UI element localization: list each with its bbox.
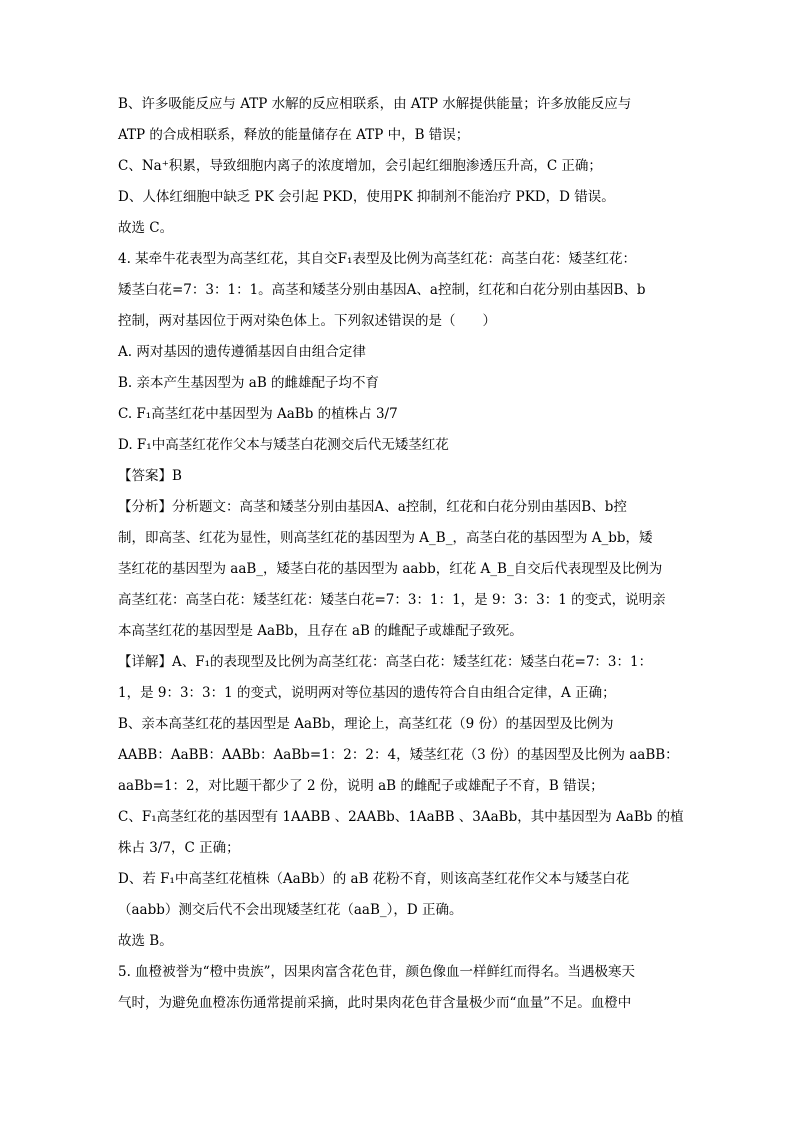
line-text: A. 两对基因的遗传遵循基因自由组合定律 [118, 344, 366, 360]
line-text: 【分析】分析题文：高茎和矮茎分别由基因A、a控制，红花和白花分别由基因B、b控 [118, 499, 627, 515]
detail-line [118, 685, 678, 716]
detail-line [118, 902, 678, 933]
detail-line [118, 840, 678, 871]
line-text: B、许多吸能反应与 ATP 水解的反应相联系，由 ATP 水解提供能量；许多放能反应与 [118, 96, 632, 112]
analysis-line [118, 623, 678, 654]
line-text: 故选 C。 [118, 220, 174, 236]
line-text: 【详解】A、F₁的表现型及比例为高茎红花：高茎白花：矮茎红花：矮茎白花=7：3：1： [118, 654, 653, 670]
line-text: 株占 3/7，C 正确； [118, 840, 240, 856]
line-text: 茎红花的基因型为 aaB_，矮茎白花的基因型为 aabb，红花 A_B_自交后代表现型及比例为 [118, 561, 663, 577]
detail-line [118, 747, 678, 778]
line-text: 4. 某牵牛花表型为高茎红花，其自交F₁表型及比例为高茎红花：高茎白花：矮茎红花： [118, 251, 636, 267]
text-line [118, 220, 678, 251]
analysis-line [118, 592, 678, 623]
detail-line [118, 871, 678, 902]
line-text: C、F₁高茎红花的基因型有 1AABB 、2AABb、1AaBB 、3AaBb，其中基因型为 AaBb 的植 [118, 809, 684, 825]
line-text: D. F₁中高茎红花作父本与矮茎白花测交后代无矮茎红花 [118, 437, 449, 453]
document-page [118, 96, 684, 1026]
option-d [118, 437, 678, 468]
line-text: ATP 的合成相联系，释放的能量储存在 ATP 中，B 错误； [118, 127, 470, 143]
line-text: 【答案】B [118, 468, 182, 484]
text-line [118, 189, 678, 220]
line-text: D、若 F₁中高茎红花植株（AaBb）的 aB 花粉不育，则该高茎红花作父本与矮茎白花 [118, 871, 630, 887]
line-text: D、人体红细胞中缺乏 PK 会引起 PKD，使用PK 抑制剂不能治疗 PKD，D 错误。 [118, 189, 615, 205]
question-line [118, 282, 678, 313]
detail-line [118, 716, 678, 747]
line-text: 本高茎红花的基因型是 AaBb，且存在 aB 的雌配子或雄配子致死。 [118, 623, 523, 639]
detail-line [118, 809, 684, 840]
question-line [118, 995, 678, 1026]
line-text: B、亲本高茎红花的基因型是 AaBb，理论上，高茎红花（9 份）的基因型及比例为 [118, 716, 614, 732]
line-text: AABB：AaBB：AABb：AaBb=1：2：2：4，矮茎红花（3 份）的基因型及比例为 aaBB： [118, 747, 679, 763]
line-text: 故选 B。 [118, 933, 173, 949]
text-line [118, 127, 678, 158]
detail-line [118, 654, 678, 685]
option-c [118, 406, 678, 437]
line-text: 矮茎白花=7：3：1：1。高茎和矮茎分别由基因A、a控制，红花和白花分别由基因B、b [118, 282, 646, 298]
text-line [118, 96, 678, 127]
text-line [118, 158, 678, 189]
detail-line [118, 778, 678, 809]
question-line [118, 313, 678, 344]
line-text: C、Na⁺积累，导致细胞内离子的浓度增加，会引起红细胞渗透压升高，C 正确； [118, 158, 602, 174]
line-text: aaBb=1：2，对比题干都少了 2 份，说明 aB 的雌配子或雄配子不育，B 错误； [118, 778, 604, 794]
line-text: 5. 血橙被誉为“橙中贵族”，因果肉富含花色苷，颜色像血一样鲜红而得名。当遇极寒天 [118, 964, 635, 980]
line-text: 高茎红花：高茎白花：矮茎红花：矮茎白花=7：3：1：1，是 9：3：3：1 的变式，说明亲 [118, 592, 666, 608]
line-text: （aabb）测交后代不会出现矮茎红花（aaB_），D 正确。 [118, 902, 463, 918]
line-text: 制，即高茎、红花为显性，则高茎红花的基因型为 A_B_，高茎白花的基因型为 A_bb，矮 [118, 530, 653, 546]
option-b [118, 375, 678, 406]
question-line [118, 251, 678, 282]
line-text: 控制，两对基因位于两对染色体上。下列叙述错误的是（ ） [118, 313, 496, 329]
line-text: B. 亲本产生基因型为 aB 的雌雄配子均不育 [118, 375, 380, 391]
option-a [118, 344, 678, 375]
line-text: 1，是 9：3：3：1 的变式，说明两对等位基因的遗传符合自由组合定律，A 正确； [118, 685, 616, 701]
line-text: 气时，为避免血橙冻伤通常提前采摘，此时果肉花色苷含量极少而“血量”不足。血橙中 [118, 995, 632, 1011]
line-text: C. F₁高茎红花中基因型为 AaBb 的植株占 3/7 [118, 406, 398, 422]
analysis-line [118, 561, 678, 592]
question-line [118, 964, 678, 995]
analysis-line [118, 530, 678, 561]
analysis-line [118, 499, 678, 530]
answer-line [118, 468, 678, 499]
text-line [118, 933, 678, 964]
